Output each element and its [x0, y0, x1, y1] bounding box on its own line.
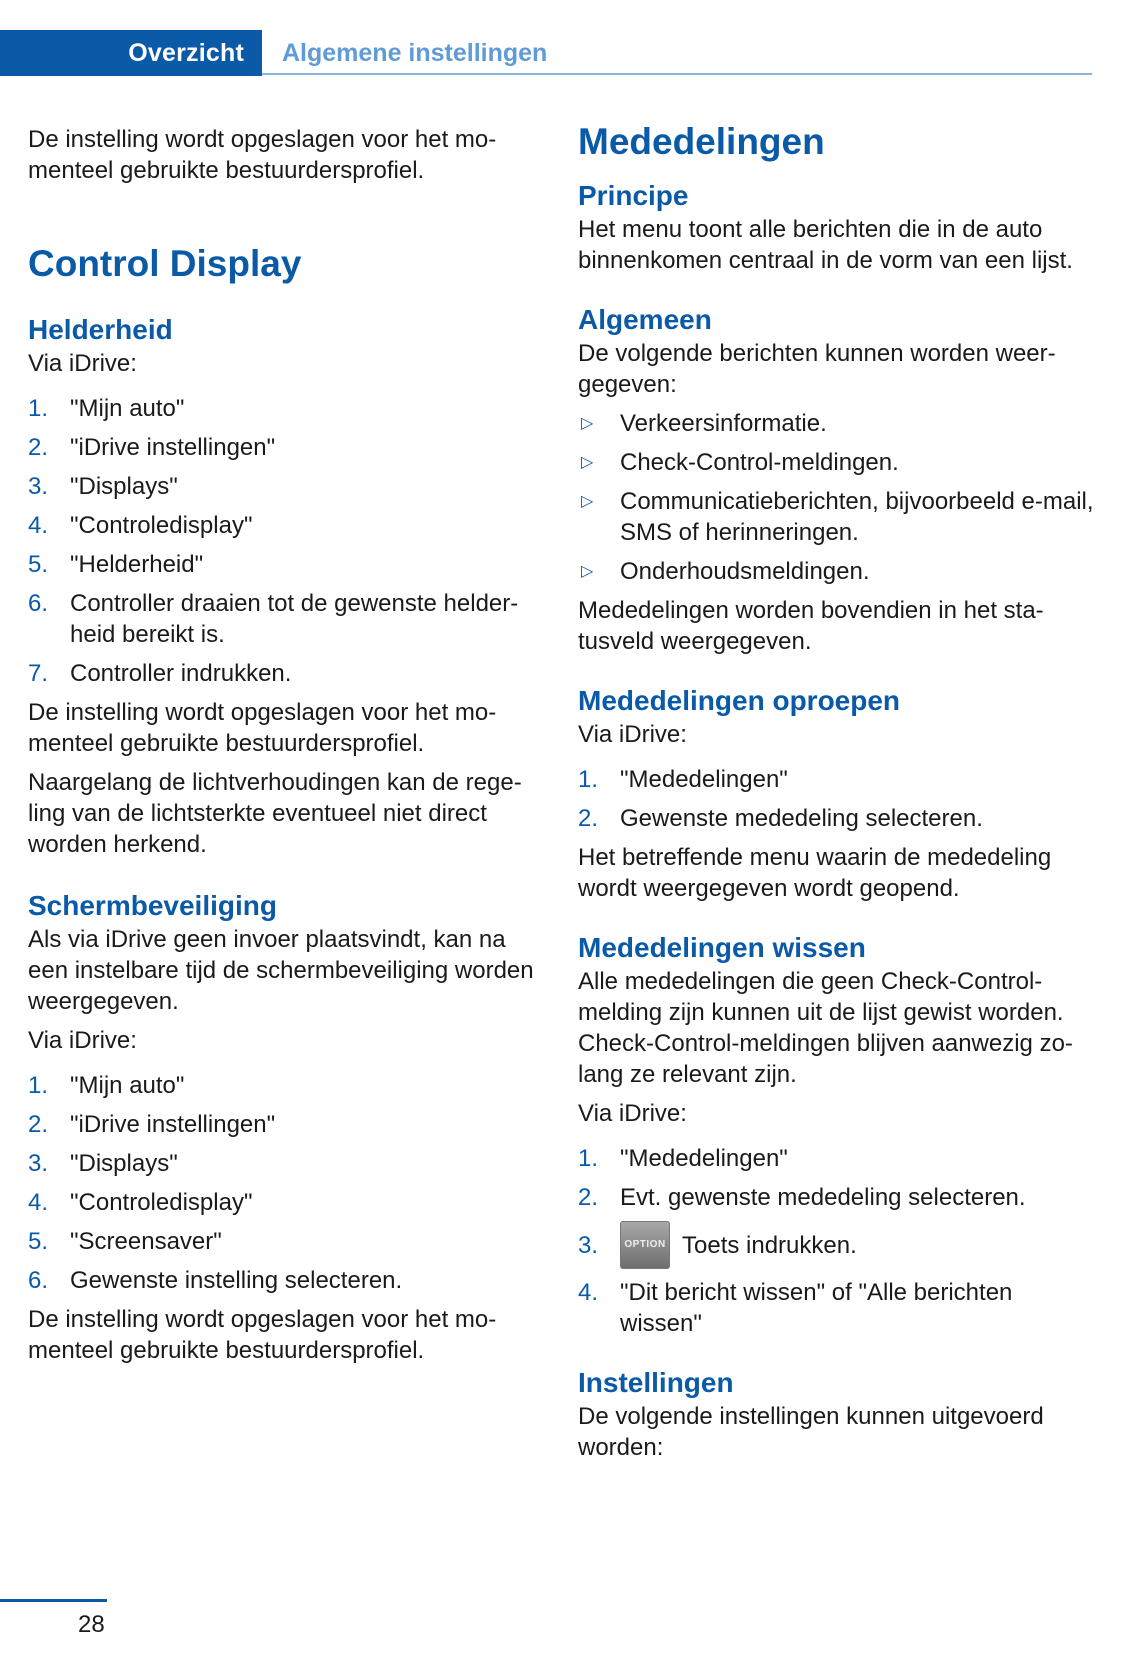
call-up-steps [578, 764, 1098, 834]
list-item: 3. OPTION Toets indrukken. [578, 1221, 1098, 1269]
screensaver-heading: Schermbeveiliging [28, 890, 277, 921]
delete-intro: Alle mededelingen die geen Check-Control-melding zijn kunnen uit de lijst gewist worden. Check-Control-meldingen blijven aanwezig zolang ze relevant zijn. [578, 968, 1073, 1088]
list-item: 5. "Screensaver" [28, 1228, 222, 1255]
list-item: 2. "iDrive instellingen" [28, 434, 276, 461]
right-column [578, 121, 1098, 1471]
header-divider [262, 73, 1092, 75]
list-item: 1. "Mededelingen" [578, 766, 788, 793]
brightness-note-light: Naargelang de lichtverhoudingen kan de regeling van de lichtsterkte eventueel niet direct worden herkend. [28, 769, 522, 858]
delete-via: Via iDrive: [578, 1100, 687, 1127]
list-item: 4. "Dit bericht wissen" of "Alle berichten wissen" [578, 1279, 1013, 1337]
list-item: 3. "Displays" [28, 1150, 178, 1177]
list-item: 6. Gewenste instelling selecteren. [28, 1267, 403, 1294]
screensaver-intro: Als via iDrive geen invoer plaatsvindt, kan na een instelbare tijd de schermbeveiliging worden weergegeven. [28, 926, 534, 1015]
principle-heading: Principe [578, 180, 689, 211]
control-display-title: Control Display [28, 243, 302, 284]
general-heading: Algemeen [578, 304, 712, 335]
list-item: 2. Gewenste mededeling selecteren. [578, 805, 983, 832]
list-item: 1. "Mededelingen" [578, 1145, 788, 1172]
brightness-via: Via iDrive: [28, 350, 137, 377]
delete-heading: Mededelingen wissen [578, 932, 866, 963]
list-item: 3. "Displays" [28, 473, 178, 500]
general-bullets [578, 408, 1098, 587]
list-item: 7. Controller indrukken. [28, 660, 292, 687]
general-note: Mededelingen worden bovendien in het statusveld weergegeven. [578, 597, 1044, 655]
section-title: Algemene instellingen [282, 38, 548, 67]
left-column [28, 124, 538, 1374]
list-item: 6. Controller draaien tot de gewenste helderheid bereikt is. [28, 590, 519, 648]
list-item: 4. "Controledisplay" [28, 1189, 253, 1216]
principle-text: Het menu toont alle berichten die in de auto binnenkomen centraal in de vorm van een lijst. [578, 216, 1073, 274]
triangle-bullet-icon: ▷ [581, 415, 594, 432]
call-up-via: Via iDrive: [578, 721, 687, 748]
list-item: 1. "Mijn auto" [28, 395, 185, 422]
list-item: ▷ Communicatieberichten, bijvoorbeeld e-mail, SMS of herinneringen. [578, 486, 1098, 548]
list-item: ▷ Verkeersinformatie. [578, 408, 1098, 439]
list-item: ▷ Onderhoudsmeldingen. [578, 556, 1098, 587]
list-item: 1. "Mijn auto" [28, 1072, 185, 1099]
list-item: 5. "Helderheid" [28, 551, 204, 578]
triangle-bullet-icon: ▷ [581, 454, 594, 471]
delete-steps [578, 1143, 1098, 1339]
list-item: ▷ Check-Control-meldingen. [578, 447, 1098, 478]
general-intro: De volgende berichten kunnen worden weergegeven: [578, 340, 1056, 398]
list-item: 2. Evt. gewenste mededeling selecteren. [578, 1184, 1026, 1211]
brightness-steps [28, 393, 538, 689]
footer-divider [0, 1599, 107, 1602]
screensaver-note: De instelling wordt opgeslagen voor het momenteel gebruikte bestuurdersprofiel. [28, 1306, 497, 1364]
messages-title: Mededelingen [578, 121, 825, 162]
chapter-tab[interactable] [0, 30, 262, 76]
settings-text: De volgende instellingen kunnen uitgevoerd worden: [578, 1403, 1044, 1461]
page-number: 28 [78, 1611, 105, 1638]
call-up-note: Het betreffende menu waarin de mededeling wordt weergegeven wordt geopend. [578, 844, 1052, 902]
settings-heading: Instellingen [578, 1367, 734, 1398]
chapter-label: Overzicht [128, 38, 244, 67]
triangle-bullet-icon: ▷ [581, 493, 594, 510]
triangle-bullet-icon: ▷ [581, 563, 594, 580]
brightness-note: De instelling wordt opgeslagen voor het momenteel gebruikte bestuurdersprofiel. [28, 699, 497, 757]
screensaver-steps [28, 1070, 538, 1296]
screensaver-via: Via iDrive: [28, 1027, 137, 1054]
list-item: 2. "iDrive instellingen" [28, 1111, 276, 1138]
list-item: 4. "Controledisplay" [28, 512, 253, 539]
intro-paragraph: De instelling wordt opgeslagen voor het momenteel gebruikte bestuurdersprofiel. [28, 126, 497, 184]
brightness-heading: Helderheid [28, 314, 173, 345]
call-up-heading: Mededelingen oproepen [578, 685, 901, 716]
option-button-icon: OPTION [620, 1221, 670, 1269]
